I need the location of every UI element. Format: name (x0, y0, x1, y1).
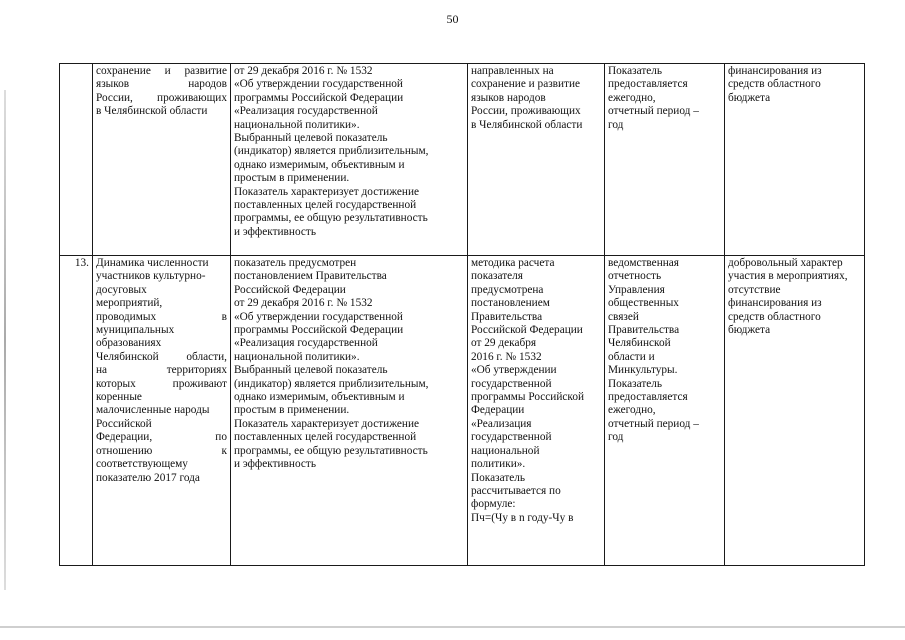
text-line: общественных (608, 297, 679, 310)
text-line: методика расчета (471, 257, 555, 269)
text-line: однако измеримым, объективным и (234, 391, 405, 404)
text-line: отчетный период – (608, 105, 699, 118)
text-line: программы, ее общую результативность (234, 444, 428, 457)
text-line: показателя (471, 270, 523, 283)
text-line: национальной (471, 444, 540, 457)
text-line: год (608, 431, 624, 444)
text-line: связей (608, 310, 639, 323)
text-line: которых проживают (96, 377, 227, 390)
text-line: показателю 2017 года (96, 471, 200, 484)
row-number (60, 64, 93, 256)
text-line: соответствующему (96, 458, 188, 471)
text-line: национальной политики». (234, 350, 360, 363)
text-line: ведомственная (608, 257, 679, 269)
data-source-cell (605, 64, 725, 256)
text-line: Российской Федерации (471, 324, 583, 337)
risk-factors-cell (725, 256, 865, 566)
text-line: в Челябинской области (96, 105, 208, 118)
text-line: государственной (471, 431, 552, 444)
data-source-cell (605, 256, 725, 566)
text-line: и эффективность (234, 225, 316, 238)
text-line: программы, ее общую результативность (234, 212, 428, 225)
row-number: 13. (60, 256, 93, 566)
justification-cell (231, 256, 468, 566)
text-line: языков народов (96, 78, 227, 91)
text-line: от 29 декабря 2016 г. № 1532 (234, 297, 373, 310)
formula-line: Пч=(Чу в n году-Чу в (471, 511, 574, 524)
text-line: сохранение и развитие (96, 65, 227, 77)
text-line: национальной политики». (234, 118, 360, 131)
text-line: «Реализация (471, 417, 532, 430)
text-line: языков народов (471, 91, 546, 104)
methodology-cell (468, 64, 605, 256)
text-line: «Об утверждении (471, 364, 557, 377)
text-line: отчетность (608, 270, 662, 283)
text-line: отчетный период – (608, 417, 699, 430)
text-line: Показатель характеризует достижение (234, 185, 419, 198)
text-line: Российской Федерации (234, 283, 346, 296)
text-line: Показатель (608, 65, 663, 77)
text-line: на территориях (96, 364, 227, 377)
text-line: показатель предусмотрен (234, 257, 357, 269)
text-line: Правительства (471, 310, 543, 323)
text-line: Показатель характеризует достижение (234, 417, 419, 430)
table-row (60, 64, 865, 256)
text-line: ежегодно, (608, 91, 656, 104)
text-line: бюджета (728, 324, 771, 337)
text-line: проводимых в (96, 310, 227, 323)
text-line: мероприятий, (96, 297, 163, 310)
text-line: программы Российской Федерации (234, 91, 404, 104)
text-line: государственной (471, 377, 552, 390)
text-line: малочисленные народы (96, 404, 210, 417)
risk-factors-cell (725, 64, 865, 256)
text-line: в Челябинской области (471, 118, 583, 131)
text-line: участников культурно- (96, 270, 206, 283)
text-line: рассчитывается по (471, 484, 561, 497)
text-line: области и (608, 350, 655, 363)
text-line: участия в мероприятиях, (728, 270, 848, 283)
text-line: предусмотрена (471, 283, 544, 296)
text-line: сохранение и развитие (471, 78, 581, 91)
text-line: формуле: (471, 498, 516, 511)
text-line: постановлением Правительства (234, 270, 387, 283)
indicator-name-cell (93, 256, 231, 566)
text-line: досуговых (96, 283, 147, 296)
text-line: Минкультуры. (608, 364, 678, 377)
text-line: Показатель (608, 377, 663, 390)
text-line: постановлением (471, 297, 550, 310)
text-line: бюджета (728, 91, 771, 104)
text-line: Управления (608, 283, 665, 296)
text-line: год (608, 118, 624, 131)
text-line: поставленных целей государственной (234, 199, 417, 212)
text-line: финансирования из (728, 297, 822, 310)
text-line: политики». (471, 458, 526, 471)
text-line: отсутствие (728, 283, 781, 296)
text-line: средств областного (728, 310, 821, 323)
text-line: России, проживающих (471, 105, 581, 118)
text-line: «Реализация государственной (234, 337, 378, 350)
text-line: «Об утверждении государственной (234, 310, 403, 323)
text-line: однако измеримым, объективным и (234, 158, 405, 171)
text-line: образованиях (96, 337, 162, 350)
text-line: программы Российской (471, 391, 585, 404)
text-line: простым в применении. (234, 172, 350, 185)
text-line: отношению к (96, 444, 227, 457)
text-line: финансирования из (728, 65, 822, 77)
text-line: предоставляется (608, 78, 688, 91)
text-line: добровольный характер (728, 257, 843, 269)
table-row (60, 256, 865, 566)
text-line: Динамика численности (96, 257, 209, 269)
text-line: направленных на (471, 65, 554, 77)
text-line: «Об утверждении государственной (234, 78, 403, 91)
text-line: коренные (96, 391, 142, 404)
text-line: предоставляется (608, 391, 688, 404)
text-line: Правительства (608, 324, 680, 337)
text-line: программы Российской Федерации (234, 324, 404, 337)
text-line: средств областного (728, 78, 821, 91)
text-line: муниципальных (96, 324, 175, 337)
text-line: ежегодно, (608, 404, 656, 417)
text-line: Показатель (471, 471, 526, 484)
indicator-table (59, 63, 865, 566)
text-line: Федерации (471, 404, 525, 417)
text-line: Выбранный целевой показатель (234, 364, 388, 377)
text-line: Выбранный целевой показатель (234, 132, 388, 145)
text-line: Российской (96, 417, 152, 430)
text-line: России, проживающих (96, 91, 227, 104)
text-line: (индикатор) является приблизительным, (234, 377, 429, 390)
justification-cell (231, 64, 468, 256)
text-line: Федерации, по (96, 431, 227, 444)
page-number: 50 (446, 12, 459, 26)
text-line: поставленных целей государственной (234, 431, 417, 444)
methodology-cell (468, 256, 605, 566)
text-line: и эффективность (234, 458, 316, 471)
scan-edge-shadow (4, 90, 6, 590)
text-line: 2016 г. № 1532 (471, 350, 542, 363)
text-line: от 29 декабря (471, 337, 537, 350)
text-line: (индикатор) является приблизительным, (234, 145, 429, 158)
text-line: «Реализация государственной (234, 105, 378, 118)
text-line: Челябинской области, (96, 350, 227, 363)
text-line: от 29 декабря 2016 г. № 1532 (234, 65, 373, 77)
scan-bottom-shadow (0, 626, 905, 628)
indicator-name-cell (93, 64, 231, 256)
text-line: Челябинской (608, 337, 671, 350)
text-line: простым в применении. (234, 404, 350, 417)
